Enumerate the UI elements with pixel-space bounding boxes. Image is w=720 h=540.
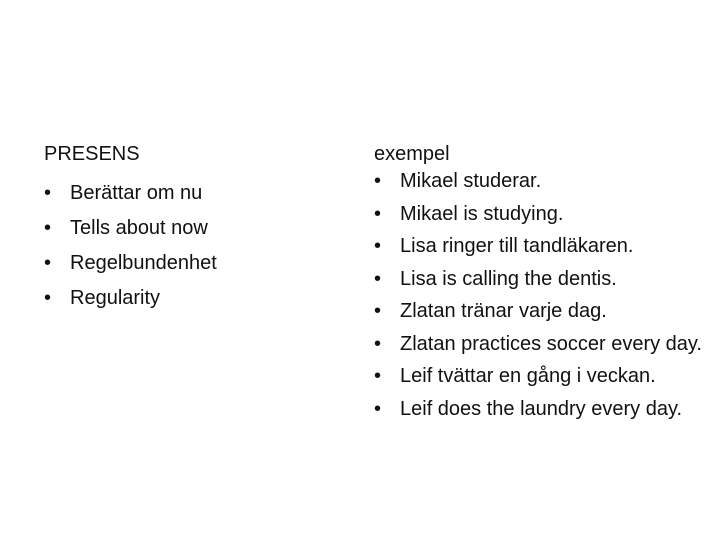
list-item: • Regelbundenhet xyxy=(44,246,324,281)
bullet-icon: • xyxy=(44,182,52,204)
list-item: • Regularity xyxy=(44,281,324,316)
bullet-icon: • xyxy=(374,170,382,192)
list-item: • Mikael is studying. xyxy=(374,201,704,228)
list-item: • Leif tvättar en gång i veckan. xyxy=(374,363,704,390)
bullet-icon: • xyxy=(374,397,382,420)
exempel-heading: exempel xyxy=(374,143,450,165)
list-item: • Zlatan practices soccer every day. xyxy=(374,331,704,358)
list-item: • Leif does the laundry every day. xyxy=(374,396,704,423)
bullet-icon: • xyxy=(44,217,52,239)
exempel-column xyxy=(374,140,704,428)
list-item: • Lisa is calling the dentis. xyxy=(374,266,704,293)
exempel-list xyxy=(374,168,704,423)
presens-heading: PRESENS xyxy=(44,143,140,165)
presens-column xyxy=(44,140,324,316)
bullet-icon: • xyxy=(44,252,52,274)
bullet-icon: • xyxy=(374,267,382,290)
list-item: • Berättar om nu xyxy=(44,176,324,211)
list-item: • Zlatan tränar varje dag. xyxy=(374,298,704,325)
list-item: • Tells about now xyxy=(44,211,324,246)
list-item: • Mikael studerar. xyxy=(374,168,704,195)
bullet-icon: • xyxy=(44,287,52,309)
bullet-icon: • xyxy=(374,300,382,322)
bullet-icon: • xyxy=(374,202,382,225)
list-item: • Lisa ringer till tandläkaren. xyxy=(374,233,704,260)
bullet-icon: • xyxy=(374,365,382,387)
bullet-icon: • xyxy=(374,235,382,257)
bullet-icon: • xyxy=(374,332,382,355)
presens-list xyxy=(44,176,324,316)
